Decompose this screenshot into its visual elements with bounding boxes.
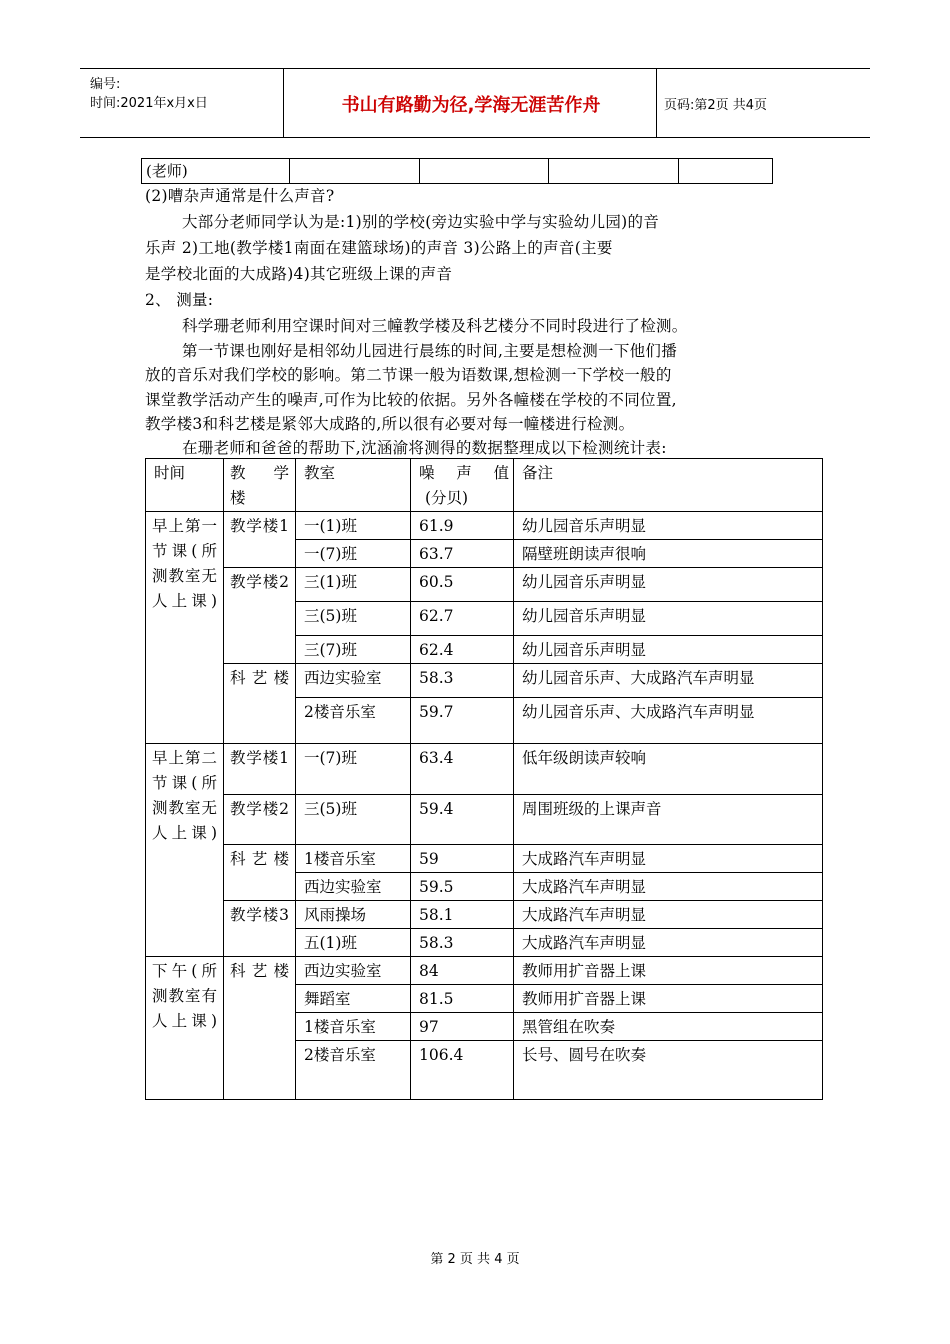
noise-table (145, 458, 823, 1100)
value-cell: 58.3 (411, 929, 514, 957)
header-building (224, 459, 296, 512)
value-cell: 59.4 (411, 795, 514, 845)
note-cell: 幼儿园音乐声明显 (514, 512, 823, 540)
note-cell: 教师用扩音器上课 (514, 957, 823, 985)
building-cell: 科艺楼 (224, 664, 296, 744)
table-row (146, 664, 823, 698)
header-time: 时间 (146, 459, 224, 512)
paragraph-line: 教学楼3和科艺楼是紧邻大成路的,所以很有必要对每一幢楼进行检测。 (145, 415, 635, 433)
header-room: 教室 (296, 459, 411, 512)
building-cell: 教学楼2 (224, 795, 296, 845)
value-cell: 58.1 (411, 901, 514, 929)
value-cell: 63.7 (411, 540, 514, 568)
value-cell: 58.3 (411, 664, 514, 698)
value-cell: 62.4 (411, 636, 514, 664)
table-row (146, 512, 823, 540)
note-cell: 黑管组在吹奏 (514, 1013, 823, 1041)
paragraph-line: 课堂教学活动产生的噪声,可作为比较的依据。另外各幢楼在学校的不同位置, (145, 391, 677, 409)
room-cell: 一(7)班 (296, 540, 411, 568)
section-heading: 2、 测量: (145, 291, 214, 309)
table-row (146, 795, 823, 845)
answer-2-line: 乐声 2)工地(教学楼1南面在建篮球场)的声音 3)公路上的声音(主要 (145, 239, 613, 257)
period-cell: 早上第一节课(所测教室无人上课) (146, 512, 224, 744)
value-cell: 60.5 (411, 568, 514, 602)
table-row (146, 744, 823, 795)
value-cell: 81.5 (411, 985, 514, 1013)
value-cell: 84 (411, 957, 514, 985)
room-cell: 三(1)班 (296, 568, 411, 602)
building-cell: 教学楼1 (224, 744, 296, 795)
answer-2-line: 大部分老师同学认为是:1)别的学校(旁边实验中学与实验幼儿园)的音 (182, 213, 660, 231)
header-note: 备注 (514, 459, 823, 512)
header-building-line: 教 学 (230, 464, 289, 482)
table-cell (679, 159, 773, 184)
note-cell: 大成路汽车声明显 (514, 845, 823, 873)
table-header-row (146, 459, 823, 512)
header-meta (90, 75, 208, 113)
room-cell: 西边实验室 (296, 873, 411, 901)
value-cell: 106.4 (411, 1041, 514, 1100)
building-cell: 科艺楼 (224, 957, 296, 1100)
room-cell: 2楼音乐室 (296, 698, 411, 744)
value-cell: 59.5 (411, 873, 514, 901)
page-header (80, 68, 870, 138)
value-cell: 63.4 (411, 744, 514, 795)
header-page-code: 页码:第2页 共4页 (664, 98, 768, 113)
note-cell: 教师用扩音器上课 (514, 985, 823, 1013)
table-row (146, 568, 823, 602)
paragraph-line: 第一节课也刚好是相邻幼儿园进行晨练的时间,主要是想检测一下他们播 (182, 342, 678, 360)
note-cell: 幼儿园音乐声明显 (514, 636, 823, 664)
doc-time-label: 时间:2021年x月x日 (90, 96, 208, 111)
room-cell: 1楼音乐室 (296, 845, 411, 873)
room-cell: 风雨操场 (296, 901, 411, 929)
table-row (146, 957, 823, 985)
note-cell: 隔壁班朗读声很响 (514, 540, 823, 568)
note-cell: 幼儿园音乐声、大成路汽车声明显 (514, 664, 823, 698)
table-row (146, 845, 823, 873)
building-cell: 教学楼2 (224, 568, 296, 664)
note-cell: 低年级朗读声较响 (514, 744, 823, 795)
table-cell (549, 159, 679, 184)
table-cell: (老师) (142, 159, 290, 184)
room-cell: 五(1)班 (296, 929, 411, 957)
continued-table (141, 158, 773, 184)
table-cell (290, 159, 420, 184)
header-noise-line: 噪 声 值 (419, 464, 509, 482)
value-cell: 59 (411, 845, 514, 873)
paragraph: 在珊老师和爸爸的帮助下,沈涵渝将测得的数据整理成以下检测统计表: (182, 439, 667, 457)
building-cell: 教学楼1 (224, 512, 296, 568)
note-cell: 大成路汽车声明显 (514, 873, 823, 901)
header-noise-line: (分贝) (425, 489, 469, 507)
table-cell (420, 159, 549, 184)
header-noise (411, 459, 514, 512)
value-cell: 61.9 (411, 512, 514, 540)
room-cell: 三(5)班 (296, 795, 411, 845)
room-cell: 三(7)班 (296, 636, 411, 664)
note-cell: 大成路汽车声明显 (514, 929, 823, 957)
note-cell: 幼儿园音乐声明显 (514, 568, 823, 602)
room-cell: 西边实验室 (296, 664, 411, 698)
room-cell: 西边实验室 (296, 957, 411, 985)
answer-2-line: 是学校北面的大成路)4)其它班级上课的声音 (145, 265, 453, 283)
doc-number-label: 编号: (90, 77, 121, 92)
value-cell: 62.7 (411, 602, 514, 636)
room-cell: 三(5)班 (296, 602, 411, 636)
room-cell: 舞蹈室 (296, 985, 411, 1013)
header-building-line: 楼 (230, 489, 246, 507)
period-cell: 早上第二节课(所测教室无人上课) (146, 744, 224, 957)
room-cell: 一(7)班 (296, 744, 411, 795)
room-cell: 1楼音乐室 (296, 1013, 411, 1041)
table-row (142, 159, 773, 184)
building-cell: 科艺楼 (224, 845, 296, 901)
page-footer: 第 2 页 共 4 页 (430, 1252, 520, 1267)
paragraph: 科学珊老师利用空课时间对三幢教学楼及科艺楼分不同时段进行了检测。 (182, 317, 688, 335)
note-cell: 长号、圆号在吹奏 (514, 1041, 823, 1100)
value-cell: 59.7 (411, 698, 514, 744)
building-cell: 教学楼3 (224, 901, 296, 957)
note-cell: 周围班级的上课声音 (514, 795, 823, 845)
room-cell: 一(1)班 (296, 512, 411, 540)
note-cell: 幼儿园音乐声明显 (514, 602, 823, 636)
table-row (146, 901, 823, 929)
period-cell: 下午(所测教室有人上课) (146, 957, 224, 1100)
paragraph-line: 放的音乐对我们学校的影响。第二节课一般为语数课,想检测一下学校一般的 (145, 366, 672, 384)
note-cell: 幼儿园音乐声、大成路汽车声明显 (514, 698, 823, 744)
value-cell: 97 (411, 1013, 514, 1041)
header-motto: 书山有路勤为径,学海无涯苦作舟 (341, 95, 601, 116)
question-2: (2)嘈杂声通常是什么声音? (145, 187, 335, 205)
note-cell: 大成路汽车声明显 (514, 901, 823, 929)
room-cell: 2楼音乐室 (296, 1041, 411, 1100)
